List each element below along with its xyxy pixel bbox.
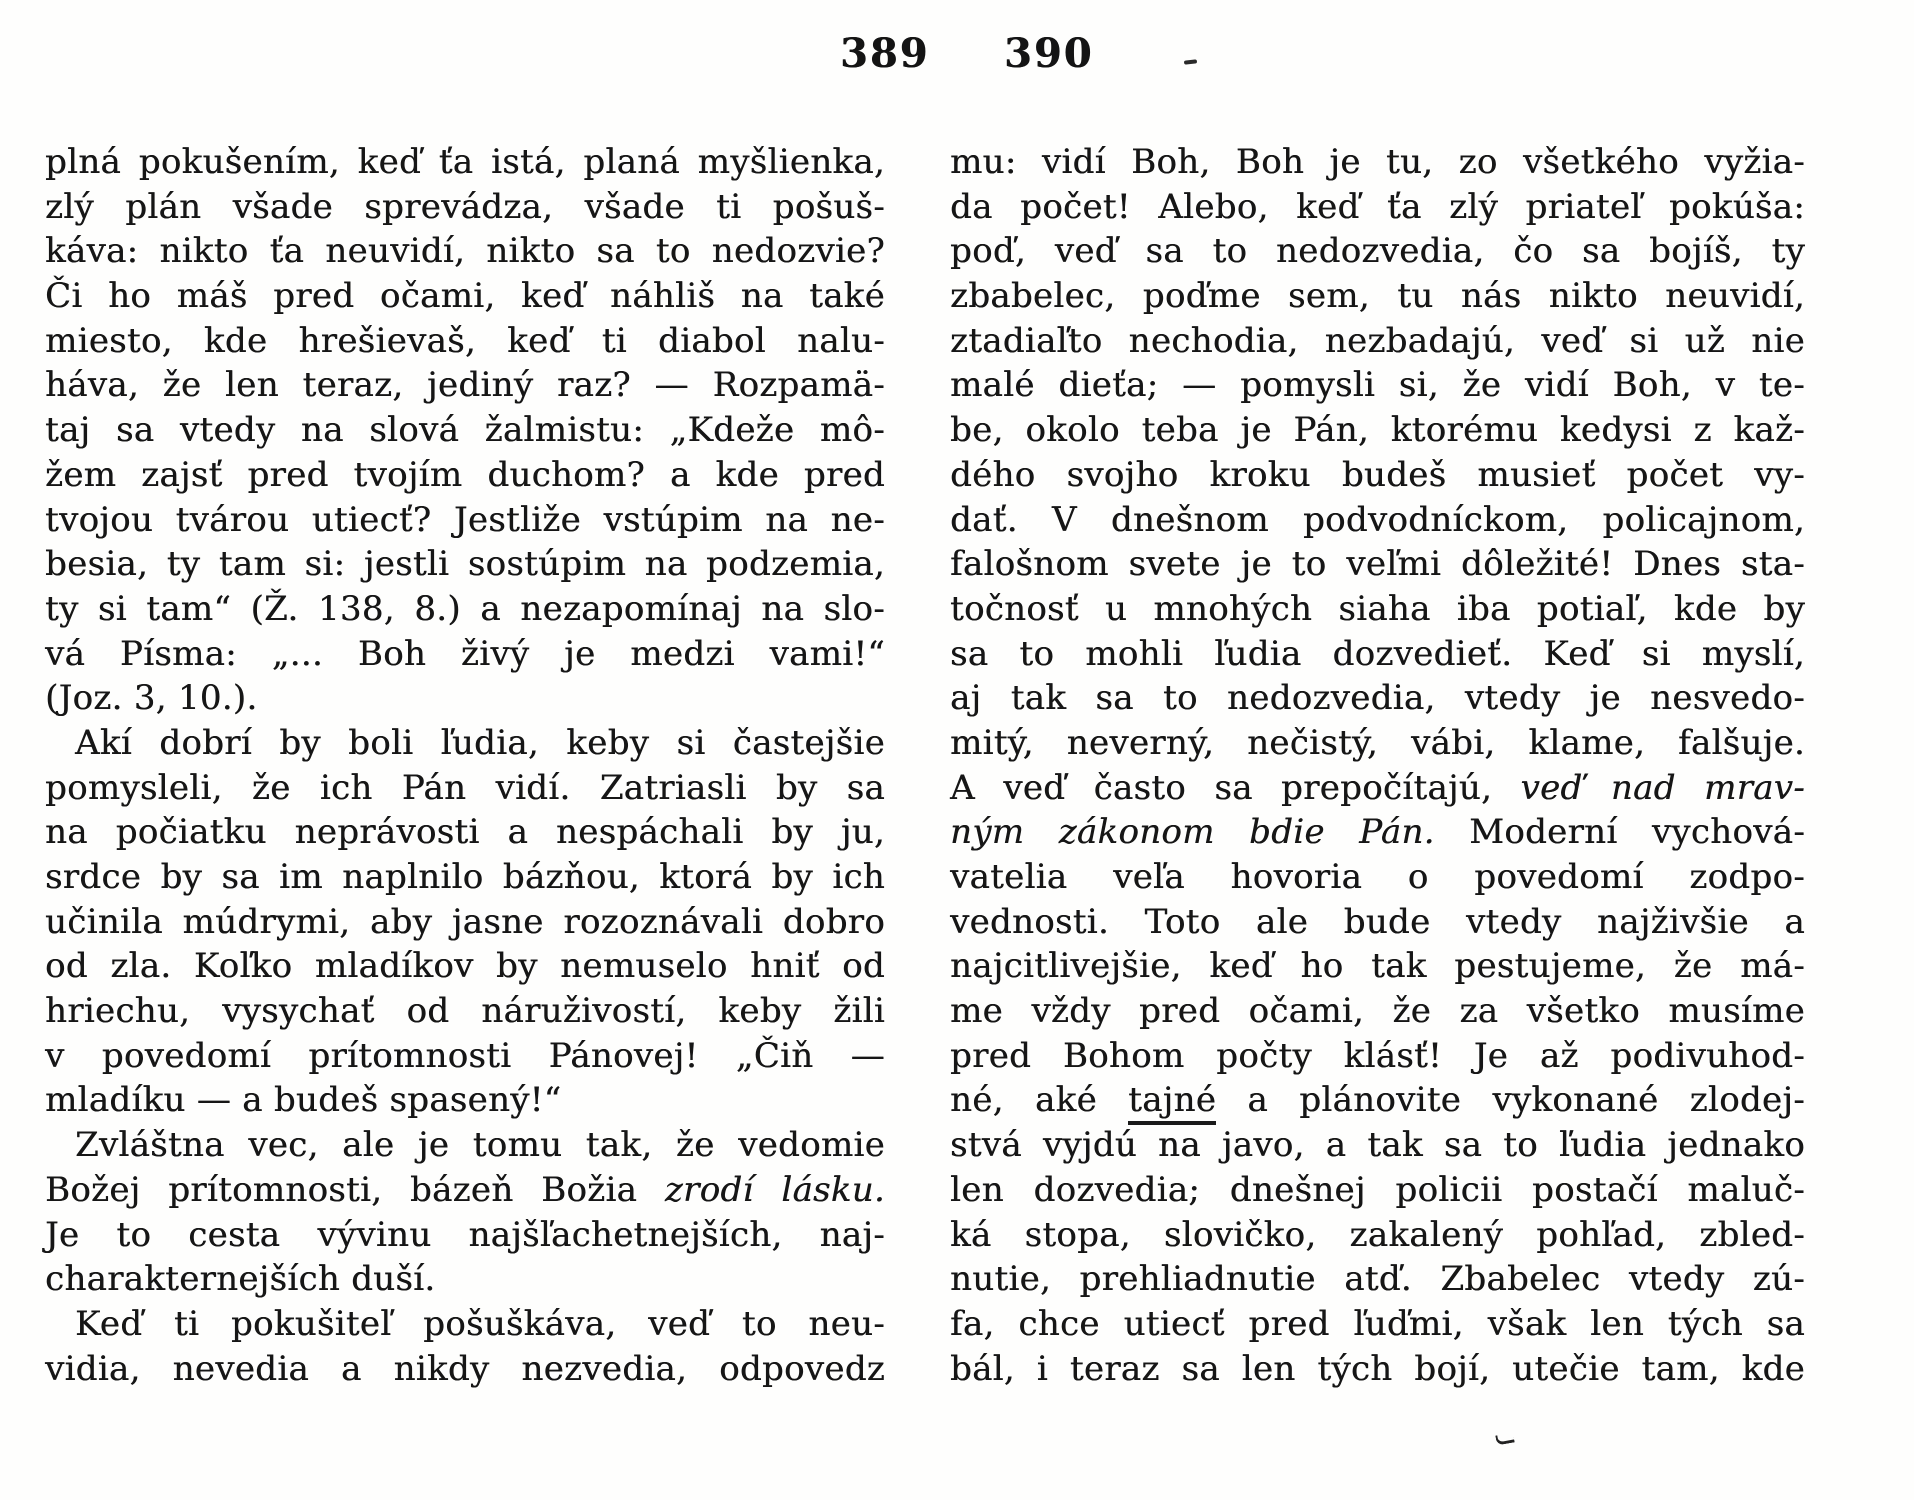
text-line bbox=[950, 408, 1805, 453]
text-segment: falošnom svete je to veľmi dôležité! Dnes sta- bbox=[950, 544, 1805, 585]
text-segment: Je to cesta vývinu najšľachetnejších, naj- bbox=[45, 1214, 885, 1255]
text-line bbox=[45, 1347, 885, 1392]
emphasized-text: ným zákonom bdie Pán. bbox=[950, 812, 1435, 853]
text-line bbox=[950, 855, 1805, 900]
page-390-text-column bbox=[950, 140, 1805, 1391]
text-segment: poď, veď sa to nedozvedia, čo sa bojíš, ty bbox=[950, 231, 1805, 272]
text-segment: fa, chce utiecť pred ľuďmi, však len tých sa bbox=[950, 1303, 1805, 1344]
text-segment: miesto, kde hrešievaš, keď ti diabol nalu- bbox=[45, 320, 885, 361]
text-segment: hriechu, vysychať od náruživostí, keby žili bbox=[45, 991, 885, 1032]
text-line bbox=[950, 1302, 1805, 1347]
text-line bbox=[45, 498, 885, 543]
text-segment: káva: nikto ťa neuvidí, nikto sa to nedozvie? bbox=[45, 231, 885, 272]
emphasized-text: zrodí lásku. bbox=[664, 1169, 885, 1210]
text-line bbox=[45, 1257, 885, 1302]
text-segment: točnosť u mnohých siaha iba potiaľ, kde by bbox=[950, 588, 1805, 629]
text-segment: vatelia veľa hovoria o povedomí zodpo- bbox=[950, 857, 1805, 897]
text-line bbox=[45, 542, 885, 587]
text-segment: zlý plán všade sprevádza, všade ti pošuš- bbox=[45, 186, 885, 227]
text-line bbox=[45, 944, 885, 989]
text-line bbox=[45, 810, 885, 855]
text-segment: zbabelec, poďme sem, tu nás nikto neuvidí, bbox=[950, 276, 1805, 317]
text-segment: Božej prítomnosti, bázeň Božia bbox=[45, 1169, 665, 1210]
text-line bbox=[950, 1347, 1805, 1392]
text-line bbox=[950, 1123, 1805, 1168]
text-line bbox=[950, 944, 1805, 989]
text-line bbox=[45, 900, 885, 945]
text-segment: vá Písma: „... Boh živý je medzi vami!“ bbox=[45, 633, 885, 674]
emphasized-text: veď nad mrav- bbox=[1520, 767, 1805, 808]
text-segment: len dozvedia; dnešnej policii postačí maluč- bbox=[950, 1169, 1805, 1210]
text-line bbox=[950, 766, 1805, 811]
text-line bbox=[950, 453, 1805, 498]
text-line bbox=[45, 408, 885, 453]
text-segment: učinila múdrymi, aby jasne rozoznávali dobro bbox=[45, 901, 885, 942]
text-line bbox=[45, 319, 885, 364]
text-segment: malé dieťa; — pomysli si, že vidí Boh, v te- bbox=[950, 365, 1805, 406]
text-segment: A veď často sa prepočítajú, bbox=[950, 767, 1521, 808]
text-segment: Zvláštna vec, ale je tomu tak, že vedomie bbox=[75, 1125, 885, 1166]
text-segment: Či ho máš pred očami, keď náhliš na také bbox=[45, 276, 885, 317]
text-line bbox=[45, 632, 885, 677]
text-line bbox=[45, 453, 885, 498]
text-segment: stvá vyjdú na javo, a tak sa to ľudia jednako bbox=[950, 1125, 1805, 1166]
text-line bbox=[45, 1034, 885, 1079]
scan-artifact-dash bbox=[1184, 59, 1197, 64]
text-segment: plná pokušením, keď ťa istá, planá myšlienka, bbox=[45, 142, 885, 182]
text-segment: da počet! Alebo, keď ťa zlý priateľ pokúša: bbox=[950, 186, 1805, 227]
text-line bbox=[45, 1123, 885, 1168]
text-segment: najcitlivejšie, keď ho tak pestujeme, že má- bbox=[950, 946, 1805, 987]
text-line bbox=[45, 1213, 885, 1258]
text-segment: Moderní vychová- bbox=[1434, 812, 1806, 853]
text-line bbox=[45, 721, 885, 766]
text-line bbox=[950, 1213, 1805, 1258]
text-segment: taj sa vtedy na slová žalmistu: „Kdeže mô- bbox=[45, 410, 885, 451]
text-line bbox=[950, 274, 1805, 319]
text-segment: mu: vidí Boh, Boh je tu, zo všetkého vyžia- bbox=[950, 142, 1805, 182]
text-line bbox=[950, 587, 1805, 632]
text-segment: háva, že len teraz, jediný raz? — Rozpamä- bbox=[45, 365, 885, 406]
text-segment: v povedomí prítomnosti Pánovej! „Čiň — bbox=[45, 1035, 885, 1076]
text-line bbox=[45, 229, 885, 274]
text-segment: Keď ti pokušiteľ pošuškáva, veď to neu- bbox=[75, 1303, 885, 1344]
text-line bbox=[950, 319, 1805, 364]
text-line bbox=[950, 632, 1805, 677]
text-segment: mitý, neverný, nečistý, vábi, klame, falšuje. bbox=[950, 722, 1805, 763]
text-line bbox=[950, 229, 1805, 274]
scan-artifact-curl bbox=[1495, 1433, 1514, 1446]
text-segment: na počiatku neprávosti a nespáchali by ju, bbox=[45, 812, 885, 853]
text-line bbox=[45, 766, 885, 811]
text-line bbox=[950, 1257, 1805, 1302]
page-389-text-column bbox=[45, 140, 885, 1391]
text-segment: be, okolo teba je Pán, ktorému kedysi z kaž- bbox=[950, 410, 1805, 451]
text-line bbox=[950, 721, 1805, 766]
text-line bbox=[45, 1078, 885, 1123]
text-line bbox=[950, 676, 1805, 721]
text-line bbox=[45, 185, 885, 230]
text-segment: vednosti. Toto ale bude vtedy najživšie a bbox=[950, 901, 1805, 942]
underlined-text: tajné bbox=[1128, 1080, 1216, 1125]
text-segment: žem zajsť pred tvojím duchom? a kde pred bbox=[45, 454, 885, 495]
text-segment: mladíku — a budeš spasený!“ bbox=[45, 1080, 562, 1121]
text-segment: né, aké bbox=[950, 1080, 1129, 1121]
text-line bbox=[950, 542, 1805, 587]
text-line bbox=[45, 274, 885, 319]
text-segment: pomysleli, že ich Pán vidí. Zatriasli by sa bbox=[45, 767, 885, 808]
text-line bbox=[45, 1168, 885, 1213]
page-number-right: 390 bbox=[1004, 30, 1094, 77]
text-segment: a plánovite vykonané zlodej- bbox=[1216, 1080, 1805, 1121]
text-segment: vidia, nevedia a nikdy nezvedia, odpovedz bbox=[45, 1348, 885, 1389]
text-line bbox=[950, 185, 1805, 230]
text-line bbox=[950, 900, 1805, 945]
text-line bbox=[45, 140, 885, 185]
text-line bbox=[950, 498, 1805, 543]
text-segment: sa to mohli ľudia dozvedieť. Keď si myslí, bbox=[950, 633, 1805, 674]
text-line bbox=[45, 363, 885, 408]
text-segment: aj tak sa to nedozvedia, vtedy je nesvedo- bbox=[950, 678, 1805, 719]
text-line bbox=[45, 989, 885, 1034]
text-segment: od zla. Koľko mladíkov by nemuselo hniť od bbox=[45, 946, 885, 987]
text-segment: ztadiaľto nechodia, nezbadajú, veď si už nie bbox=[950, 320, 1805, 361]
text-segment: tvojou tvárou utiecť? Jestliže vstúpim na ne- bbox=[45, 499, 885, 540]
page-number-left: 389 bbox=[840, 30, 930, 77]
text-segment: pred Bohom počty klásť! Je až podivuhod- bbox=[950, 1035, 1805, 1076]
text-line bbox=[950, 1168, 1805, 1213]
text-segment: besia, ty tam si: jestli sostúpim na podzemia, bbox=[45, 544, 885, 585]
text-segment: bál, i teraz sa len tých bojí, utečie tam, kde bbox=[950, 1348, 1805, 1389]
text-segment: Akí dobrí by boli ľudia, keby si častejšie bbox=[75, 722, 885, 763]
text-segment: nutie, prehliadnutie atď. Zbabelec vtedy zú- bbox=[950, 1259, 1805, 1300]
text-segment: ty si tam“ (Ž. 138, 8.) a nezapomínaj na slo- bbox=[45, 588, 885, 629]
text-line bbox=[45, 587, 885, 632]
text-segment: ká stopa, slovičko, zakalený pohľad, zbled- bbox=[950, 1214, 1805, 1255]
text-segment: charakternejších duší. bbox=[45, 1259, 436, 1300]
text-line bbox=[45, 1302, 885, 1347]
text-line bbox=[45, 855, 885, 900]
text-line bbox=[950, 1078, 1805, 1123]
text-segment: (Joz. 3, 10.). bbox=[45, 678, 258, 719]
text-line bbox=[950, 363, 1805, 408]
text-segment: me vždy pred očami, že za všetko musíme bbox=[950, 991, 1805, 1032]
text-line bbox=[950, 810, 1805, 855]
text-line bbox=[950, 989, 1805, 1034]
text-segment: srdce by sa im naplnilo bázňou, ktorá by ich bbox=[45, 857, 885, 897]
text-line bbox=[950, 140, 1805, 185]
text-line bbox=[950, 1034, 1805, 1079]
text-segment: dať. V dnešnom podvodníckom, policajnom, bbox=[950, 499, 1805, 540]
text-segment: dého svojho kroku budeš musieť počet vy- bbox=[950, 454, 1805, 495]
text-line bbox=[45, 676, 885, 721]
